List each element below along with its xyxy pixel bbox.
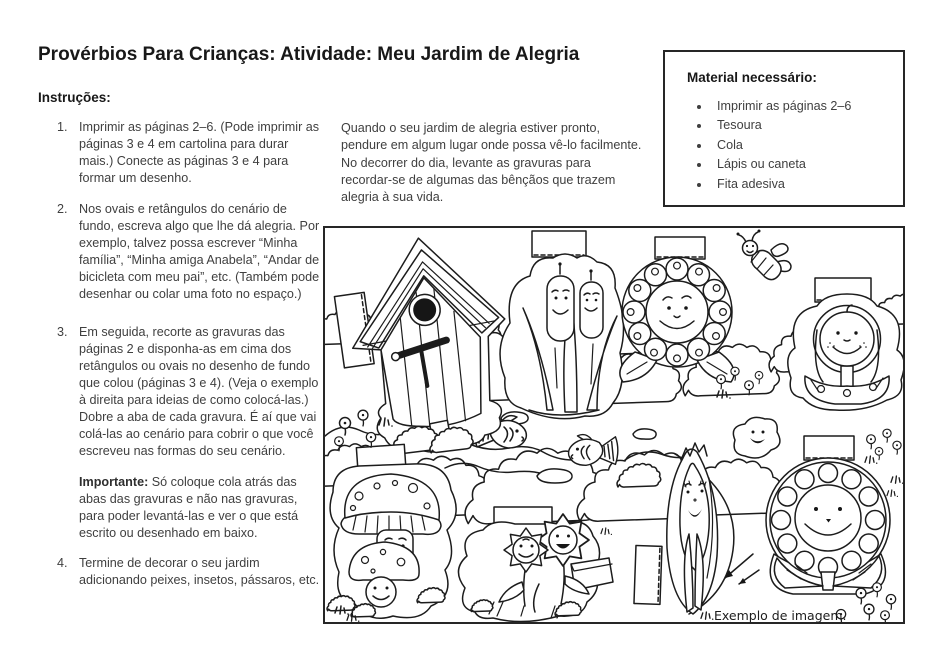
instruction-number: 1. [57,120,68,134]
girl-flower-sticker [788,294,903,410]
intro-paragraph: Quando o seu jardim de alegria estiver pronto, pendure em algum lugar onde possa vê-lo facilmente. No decorrer do dia, levante as gravuras para recordar-se de algumas das bênçãos que trazem alegria à sua vida. [341,121,642,205]
materials-item: • Lápis ou caneta [711,155,903,174]
instruction-number: 2. [57,202,68,216]
corn-glue-tab [634,546,662,605]
materials-heading: Material necessário: [687,70,817,85]
instruction-number: 3. [57,325,68,339]
instruction-item-3 [57,324,325,460]
instructions-list [57,119,325,603]
garden-scene-illustration [325,228,903,622]
instructions-heading: Instruções: [38,90,111,105]
sunflower-face-sticker [766,458,890,594]
materials-item: • Fita adesiva [711,175,903,194]
sunflower-sticker [620,257,734,382]
sunflower-glue-tab [655,237,705,259]
blob-character-icon [733,417,780,458]
materials-box [663,50,905,207]
illustration-box [323,226,905,624]
instruction-item-1 [57,119,325,187]
important-text: Só coloque cola atrás das abas das gravuras e não nas gravuras, para poder levantá-las e ver o que está escrito ou desenhado em baixo. [79,475,299,540]
materials-list [695,97,903,194]
instruction-text: Imprimir as páginas 2–6. (Pode imprimir as páginas 3 e 4 em cartolina para durar mais.) Conecte as páginas 3 e 4 para formar um desenho. [79,120,320,185]
illustration-caption: Exemplo de imagem. [714,608,847,622]
materials-item: • Imprimir as páginas 2–6 [711,97,903,116]
cattails-sticker [500,254,623,419]
instruction-item-2 [57,201,325,303]
instruction-text: Nos ovais e retângulos do cenário de fundo, escreva algo que lhe dá alegria. Por exemplo, talvez possa escrever “Minha família”, “Minha amiga Anabela”, “Andar de bicicleta com meu pai”, etc. (Também pode desenhar ou colar uma foto no espaço.) [79,202,320,301]
important-label: Importante: [79,475,149,489]
important-note [79,474,325,542]
instruction-number: 4. [57,556,68,570]
cattails-glue-tab [532,231,586,257]
instruction-text: Termine de decorar o seu jardim adicionando peixes, insetos, pássaros, etc. [79,556,320,587]
materials-item: • Tesoura [711,116,903,135]
flower-children-sticker [458,514,613,622]
materials-item: • Cola [711,136,903,155]
sunflower-face-glue-tab [804,436,854,460]
mushrooms-sticker [327,464,456,618]
page-title: Provérbios Para Crianças: Atividade: Meu Jardim de Alegria [38,44,580,65]
instruction-text: Em seguida, recorte as gravuras das páginas 2 e disponha-as em cima dos retângulos ou ovais no desenho de fundo que colou (páginas 3 e 4). (Veja o exemplo à direita para ideias de como colocá-las.) Dobre a aba de cada gravura. É aí que vai colá-las ao cenário para cobrir o que você escreveu nas formas do seu cenário. [79,325,319,458]
bee-icon [737,230,792,280]
instruction-item-4 [57,555,325,589]
